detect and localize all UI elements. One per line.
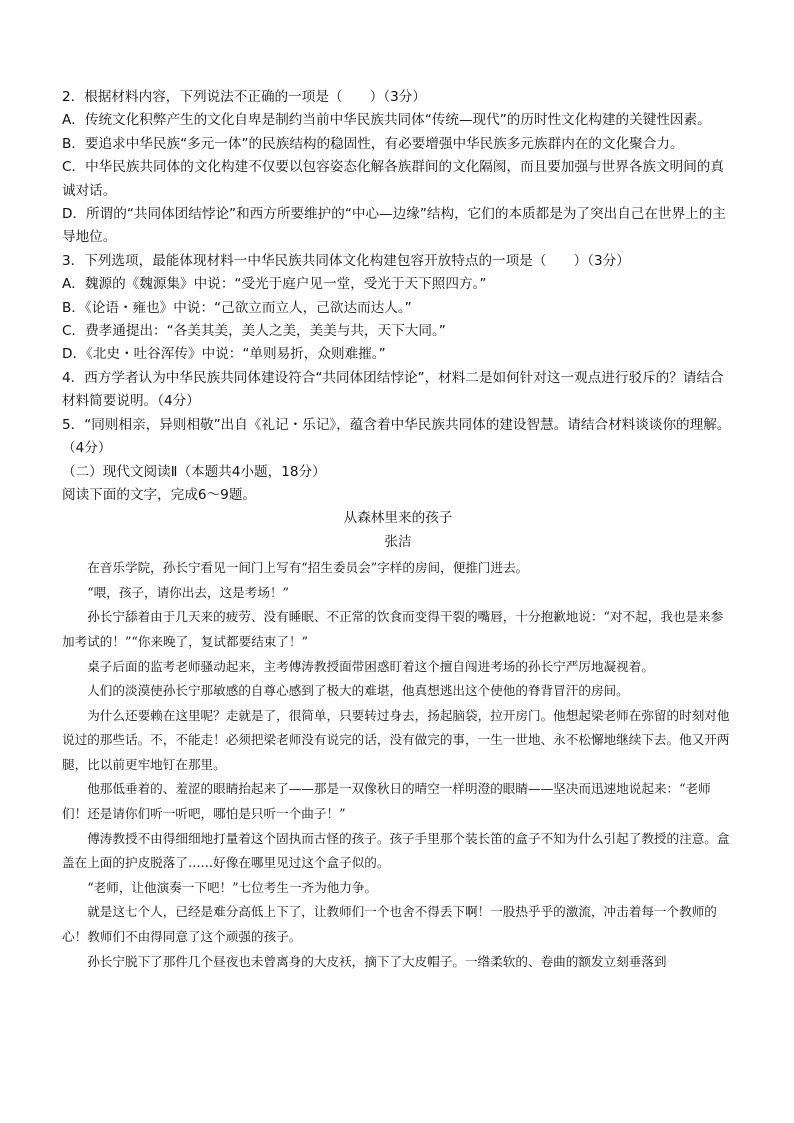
story-paragraph: 傅涛教授不由得细细地打量着这个固执而古怪的孩子。孩子手里那个装长笛的盒子不知为什么引起了教授的注意。盒盖在上面的护皮脱落了……好像在哪里见过这个盒子似的。 — [62, 830, 730, 871]
story-author: 张洁 — [384, 533, 412, 550]
story-title: 从森林里来的孩子 — [343, 510, 453, 527]
question-2-option-b: B．要追求中华民族“多元一体”的民族结构的稳固性，有必要增强中华民族多元族群内在的文化聚合力。 — [62, 135, 684, 152]
section-heading: （二）现代文阅读Ⅱ（本题共4小题，18分） — [62, 463, 326, 480]
question-3-stem: 3．下列选项，最能体现材料一中华民族共同体文化构建包容开放特点的一项是（ ）（3分） — [62, 252, 630, 269]
question-3-option-d: D．《北史・吐谷浑传》中说：“单则易折，众则难摧。” — [62, 346, 386, 363]
story-paragraph: 就是这七个人，已经是难分高低上下了，让教师们一个也舍不得丢下啊！一股热乎乎的激流，冲击着每一个教师的心！教师们不由得同意了这个顽强的孩子。 — [62, 904, 717, 945]
question-5: 5．“同则相亲，异则相敬”出自《礼记・乐记》，蕴含着中华民族共同体的建设智慧。请结合材料谈谈你的理解。（4分） — [62, 416, 731, 457]
story-paragraph: 他那低垂着的、羞涩的眼睛抬起来了——那是一双像秋日的晴空一样明澄的眼睛——坚决而迅速地说起来：“老师们！还是请你们听一听吧，哪怕是只听一个曲子！” — [62, 781, 711, 822]
story-paragraph: 孙长宁脱下了那件几个昼夜也未曾离身的大皮袄，摘下了大皮帽子。一绺柔软的、卷曲的额发立刻垂落到 — [87, 953, 667, 969]
story-paragraph: 人们的淡漠使孙长宁那敏感的自尊心感到了极大的难堪，他真想逃出这个使他的脊背冒汗的房间。 — [87, 683, 629, 699]
story-paragraph: 为什么还要赖在这里呢？走就是了，很简单，只要转过身去，扬起脑袋，拉开房门。他想起梁老师在弥留的时刻对他说过的那些话。不，不能走！必须把梁老师没有说完的话，没有做完的事，一生一世地、永不松懈地继续下去。他又开两腿，比以前更牢地钉在那里。 — [62, 707, 730, 772]
question-2-option-c: C．中华民族共同体的文化构建不仅要以包容姿态化解各族群间的文化隔阂，而且要加强与世界各族文明间的真诚对话。 — [62, 159, 724, 199]
story-paragraph: “喂，孩子，请你出去，这是考场！” — [87, 584, 289, 600]
story-paragraph: 在音乐学院，孙长宁看见一间门上写有“招生委员会”字样的房间，便推门进去。 — [87, 560, 529, 576]
question-3-option-a: A．魏源的《魏源集》中说：“受光于庭户见一堂，受光于天下照四方。” — [62, 276, 487, 293]
story-paragraph: 桌子后面的监考老师骚动起来，主考傅涛教授面带困惑盯着这个擅自闯进考场的孙长宁严厉地凝视着。 — [87, 658, 654, 674]
story-paragraph: “老师，让他演奏一下吧！”七位考生一齐为他力争。 — [87, 879, 378, 895]
question-4: 4．西方学者认为中华民族共同体建设符合“共同体团结悖论”，材料二是如何针对这一观点进行驳斥的？请结合材料简要说明。（4分） — [62, 369, 724, 410]
story-paragraph: 孙长宁舔着由于几天来的疲劳、没有睡眠、不正常的饮食而变得干裂的嘴唇，十分抱歉地说：“对不起，我也是来参加考试的！”“你来晚了，复试都要结束了！” — [62, 609, 724, 649]
section-instruction: 阅读下面的文字，完成6～9题。 — [62, 486, 257, 503]
question-3-option-b: B．《论语・雍也》中说：“己欲立而立人，己欲达而达人。” — [62, 299, 412, 316]
question-2-option-a: A．传统文化积弊产生的文化自卑是制约当前中华民族共同体“传统—现代”的历时性文化构建的关键性因素。 — [62, 112, 711, 129]
question-3-option-c: C．费孝通提出：“各美其美，美人之美，美美与共，天下大同。” — [62, 323, 446, 340]
question-2-stem: 2．根据材料内容，下列说法不正确的一项是（ ）（3分） — [62, 89, 426, 105]
exam-page — [62, 86, 734, 974]
question-2-option-d: D．所谓的“共同体团结悖论”和西方所要维护的“中心—边缘”结构，它们的本质都是为了突出自己在世界上的主导地位。 — [62, 206, 726, 246]
